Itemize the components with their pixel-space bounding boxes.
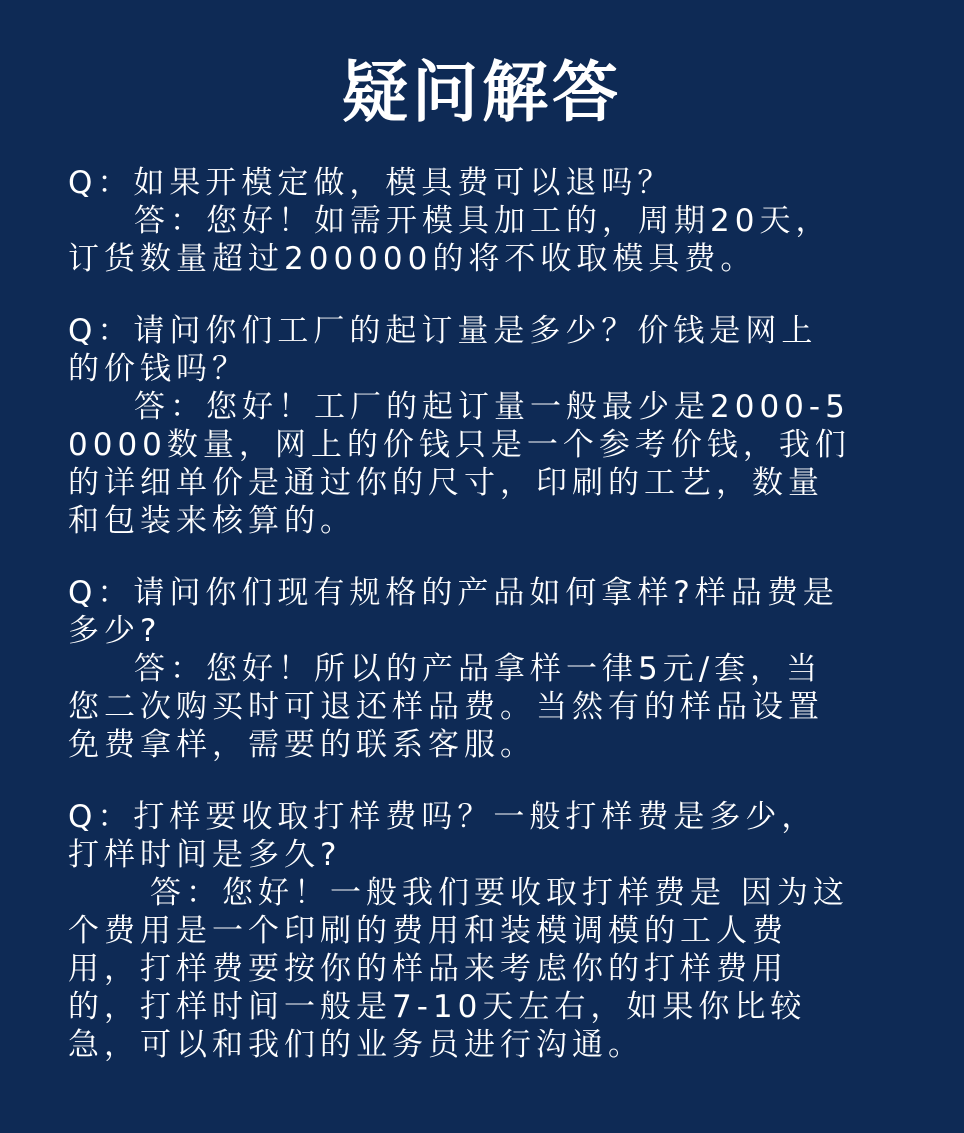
answer-line: 您二次购买时可退还样品费。当然有的样品设置 [68,689,824,725]
answer-line: 的，打样时间一般是7-10天左右，如果你比较 [68,989,807,1025]
answer-line: 答：您好！如需开模具加工的，周期20天， [134,203,832,239]
answer-line: 和包装来核算的。 [68,503,356,539]
question-line: 多少? [68,613,162,649]
answer-line: 免费拿样，需要的联系客服。 [68,727,536,763]
question-line: Q：请问你们现有规格的产品如何拿样?样品费是 [68,575,839,611]
answer-line: 用，打样费要按你的样品来考虑你的打样费用 [68,951,788,987]
question-line: 的价钱吗？ [68,351,248,387]
faq-item-1 [68,164,908,278]
faq-item-3 [68,574,908,764]
answer-line: 答：您好！所以的产品拿样一律5元/套，当 [134,651,823,687]
answer-line: 0000数量，网上的价钱只是一个参考价钱，我们 [68,427,851,463]
page-title: 疑问解答 [342,54,622,131]
answer-line: 个费用是一个印刷的费用和装模调模的工人费 [68,913,788,949]
question-line: 打样时间是多久? [68,837,342,873]
answer-line: 急，可以和我们的业务员进行沟通。 [68,1027,644,1063]
faq-item-4 [68,798,908,1064]
answer-line: 答：您好！工厂的起订量一般最少是2000-5 [134,389,850,425]
question-line: Q：打样要收取打样费吗？一般打样费是多少， [68,799,818,835]
answer-line: 订货数量超过200000的将不收取模具费。 [68,241,757,277]
question-line: Q：请问你们工厂的起订量是多少？价钱是网上 [68,313,818,349]
faq-item-2 [68,312,908,540]
answer-line: 的详细单价是通过你的尺寸，印刷的工艺，数量 [68,465,824,501]
answer-line: 答：您好！一般我们要收取打样费是 因为这 [150,875,849,911]
question-line: Q：如果开模定做，模具费可以退吗？ [68,165,674,201]
